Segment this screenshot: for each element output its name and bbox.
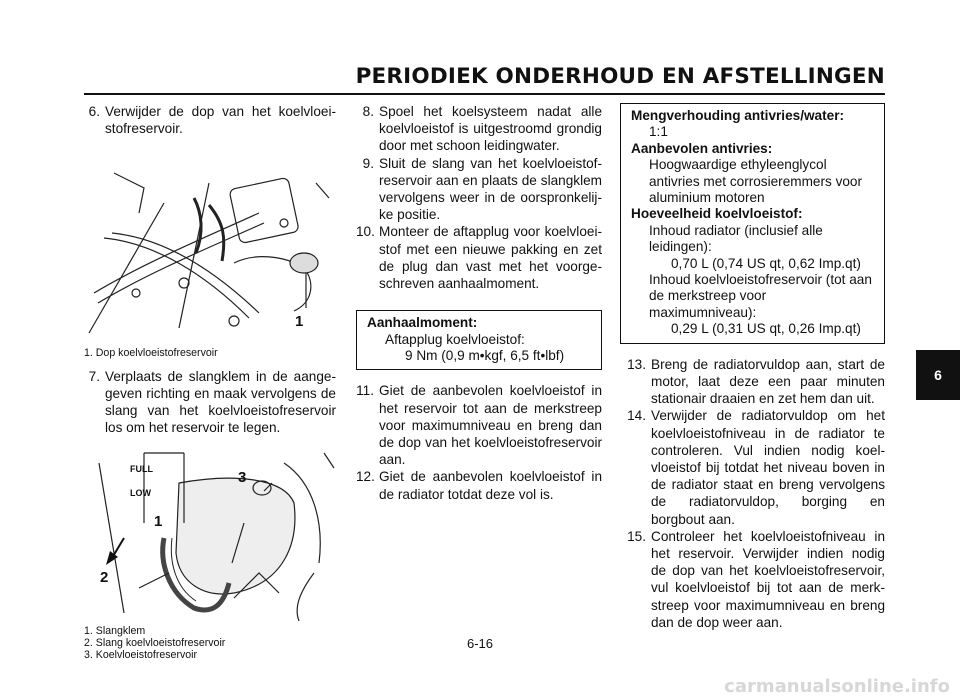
step-8 [356,103,602,155]
step-text: Sluit de slang van het koelvloeistofreservoir aan en plaats de slangklem vervolgens weer in de oorspronkelijke positie. [379,155,602,223]
step-10 [356,223,602,292]
hose-clamp-illustration [84,443,336,621]
watermark: carmanualsonline.info [724,676,950,697]
torque-item: Aftapplug koelvloeistof: [385,331,525,347]
column-right [620,103,885,631]
caption-line: 2. Slang koelvloeistofreservoir [84,637,226,650]
level-low-label: LOW [130,487,151,498]
torque-label: Aanhaalmoment: [367,315,478,331]
step-text: Spoel het koelsysteem nadat alle koelvloeistof is uitgestroomd grondig door met schoon leidingwater. [379,104,602,154]
torque-spec-box [356,310,602,370]
step-text: Verwijder de dop van het koelvloeistofreservoir. [105,104,336,137]
torque-value: 9 Nm (0,9 m•kgf, 6,5 ft•lbf) [405,348,565,364]
page-number: 6-16 [466,636,494,651]
step-number: 6. [88,104,100,119]
step-number: 7. [88,368,100,384]
figure-reservoir-cap [84,143,336,343]
figure2-caption [84,625,336,662]
step-number: 15. [627,528,646,544]
total-capacity-value: 0,70 L (0,74 US qt, 0,62 Imp.qt) [671,255,861,271]
callout-1: 1 [295,313,304,331]
step-11 [356,382,602,468]
callout-3: 3 [238,468,247,486]
step-number: 14. [627,408,646,424]
step-number: 9. [362,155,374,171]
ratio-label: Mengverhouding antivries/water: [631,108,845,123]
coolant-spec-box [620,103,885,344]
antifreeze-value: Hoogwaardige ethyleenglycol antivries met corrosieremmers voor aluminium motoren [649,157,863,206]
caption-line: 3. Koelvloeistofreservoir [84,649,198,662]
column-left [84,103,336,662]
step-text: Monteer de aftapplug voor koelvloeistof met een nieuwe pakking en zet de plug dan vast met het voorgeschreven aanhaalmoment. [379,224,602,292]
step-text: Controleer het koelvloeistofniveau in het reservoir. Verwijder indien nodig de dop van het koelvloeistofreservoir, vul koelvloeistof bij tot aan de merkstreep voor maximumniveau en breng dan de dop weer aan. [651,528,885,630]
step-9 [356,155,602,224]
step-7 [84,368,336,437]
reservoir-capacity-value: 0,29 L (0,31 US qt, 0,26 Imp.qt) [671,321,861,337]
page-title: PERIODIEK ONDERHOUD EN AFSTELLINGEN [355,64,885,89]
step-number: 10. [356,224,375,240]
callout-1: 1 [154,512,163,530]
caption-line: 1. Slangklem [84,624,146,637]
step-number: 12. [356,469,375,485]
reservoir-capacity-label: Inhoud koelvloeistofreservoir (tot aan de merkstreep voor maximumniveau): [649,272,872,320]
figure-hose-clamp [84,443,336,621]
column-middle [356,103,602,503]
total-capacity-label: Inhoud radiator (inclusief alle leidingen): [649,222,823,255]
step-15 [620,528,885,631]
figure1-caption: 1. Dop koelvloeistofreservoir [84,347,218,360]
step-text: Verwijder de radiatorvuldop om het koelvloeistofniveau in de radiator te controleren. Vul indien nodig koelvloeistof bij totdat het niveau boven in de radiator staat en breng vervolgens de radiatorvuldop, borging en borgbout aan. [651,408,885,527]
header-rule [84,93,885,95]
quantity-label: Hoeveelheid koelvloeistof: [631,206,803,222]
step-text: Verplaats de slangklem in de aangegeven richting en maak vervolgens de slang van het koelvloeistofreservoir los om het reservoir te legen. [105,368,336,436]
step-text: Giet de aanbevolen koelvloeistof in de radiator totdat deze vol is. [379,469,602,502]
step-number: 11. [356,383,374,399]
step-13 [620,356,885,408]
step-text: Giet de aanbevolen koelvloeistof in het reservoir tot aan de merkstreep voor maximumniveau en breng dan de dop van het koelvloeistofreservoir aan. [379,383,602,468]
step-6 [84,103,336,137]
callout-2: 2 [100,568,109,586]
step-text: Breng de radiatorvuldop aan, start de motor, laat deze een paar minuten stationair draaien en zet hem dan uit. [651,356,885,407]
step-number: 13. [627,356,646,372]
step-12 [356,468,602,502]
step-number: 8. [362,104,374,119]
chapter-tab: 6 [916,350,960,400]
step-14 [620,407,885,527]
level-full-label: FULL [130,463,153,474]
antifreeze-label: Aanbevolen antivries: [631,140,773,156]
ratio-value: 1:1 [649,124,668,140]
